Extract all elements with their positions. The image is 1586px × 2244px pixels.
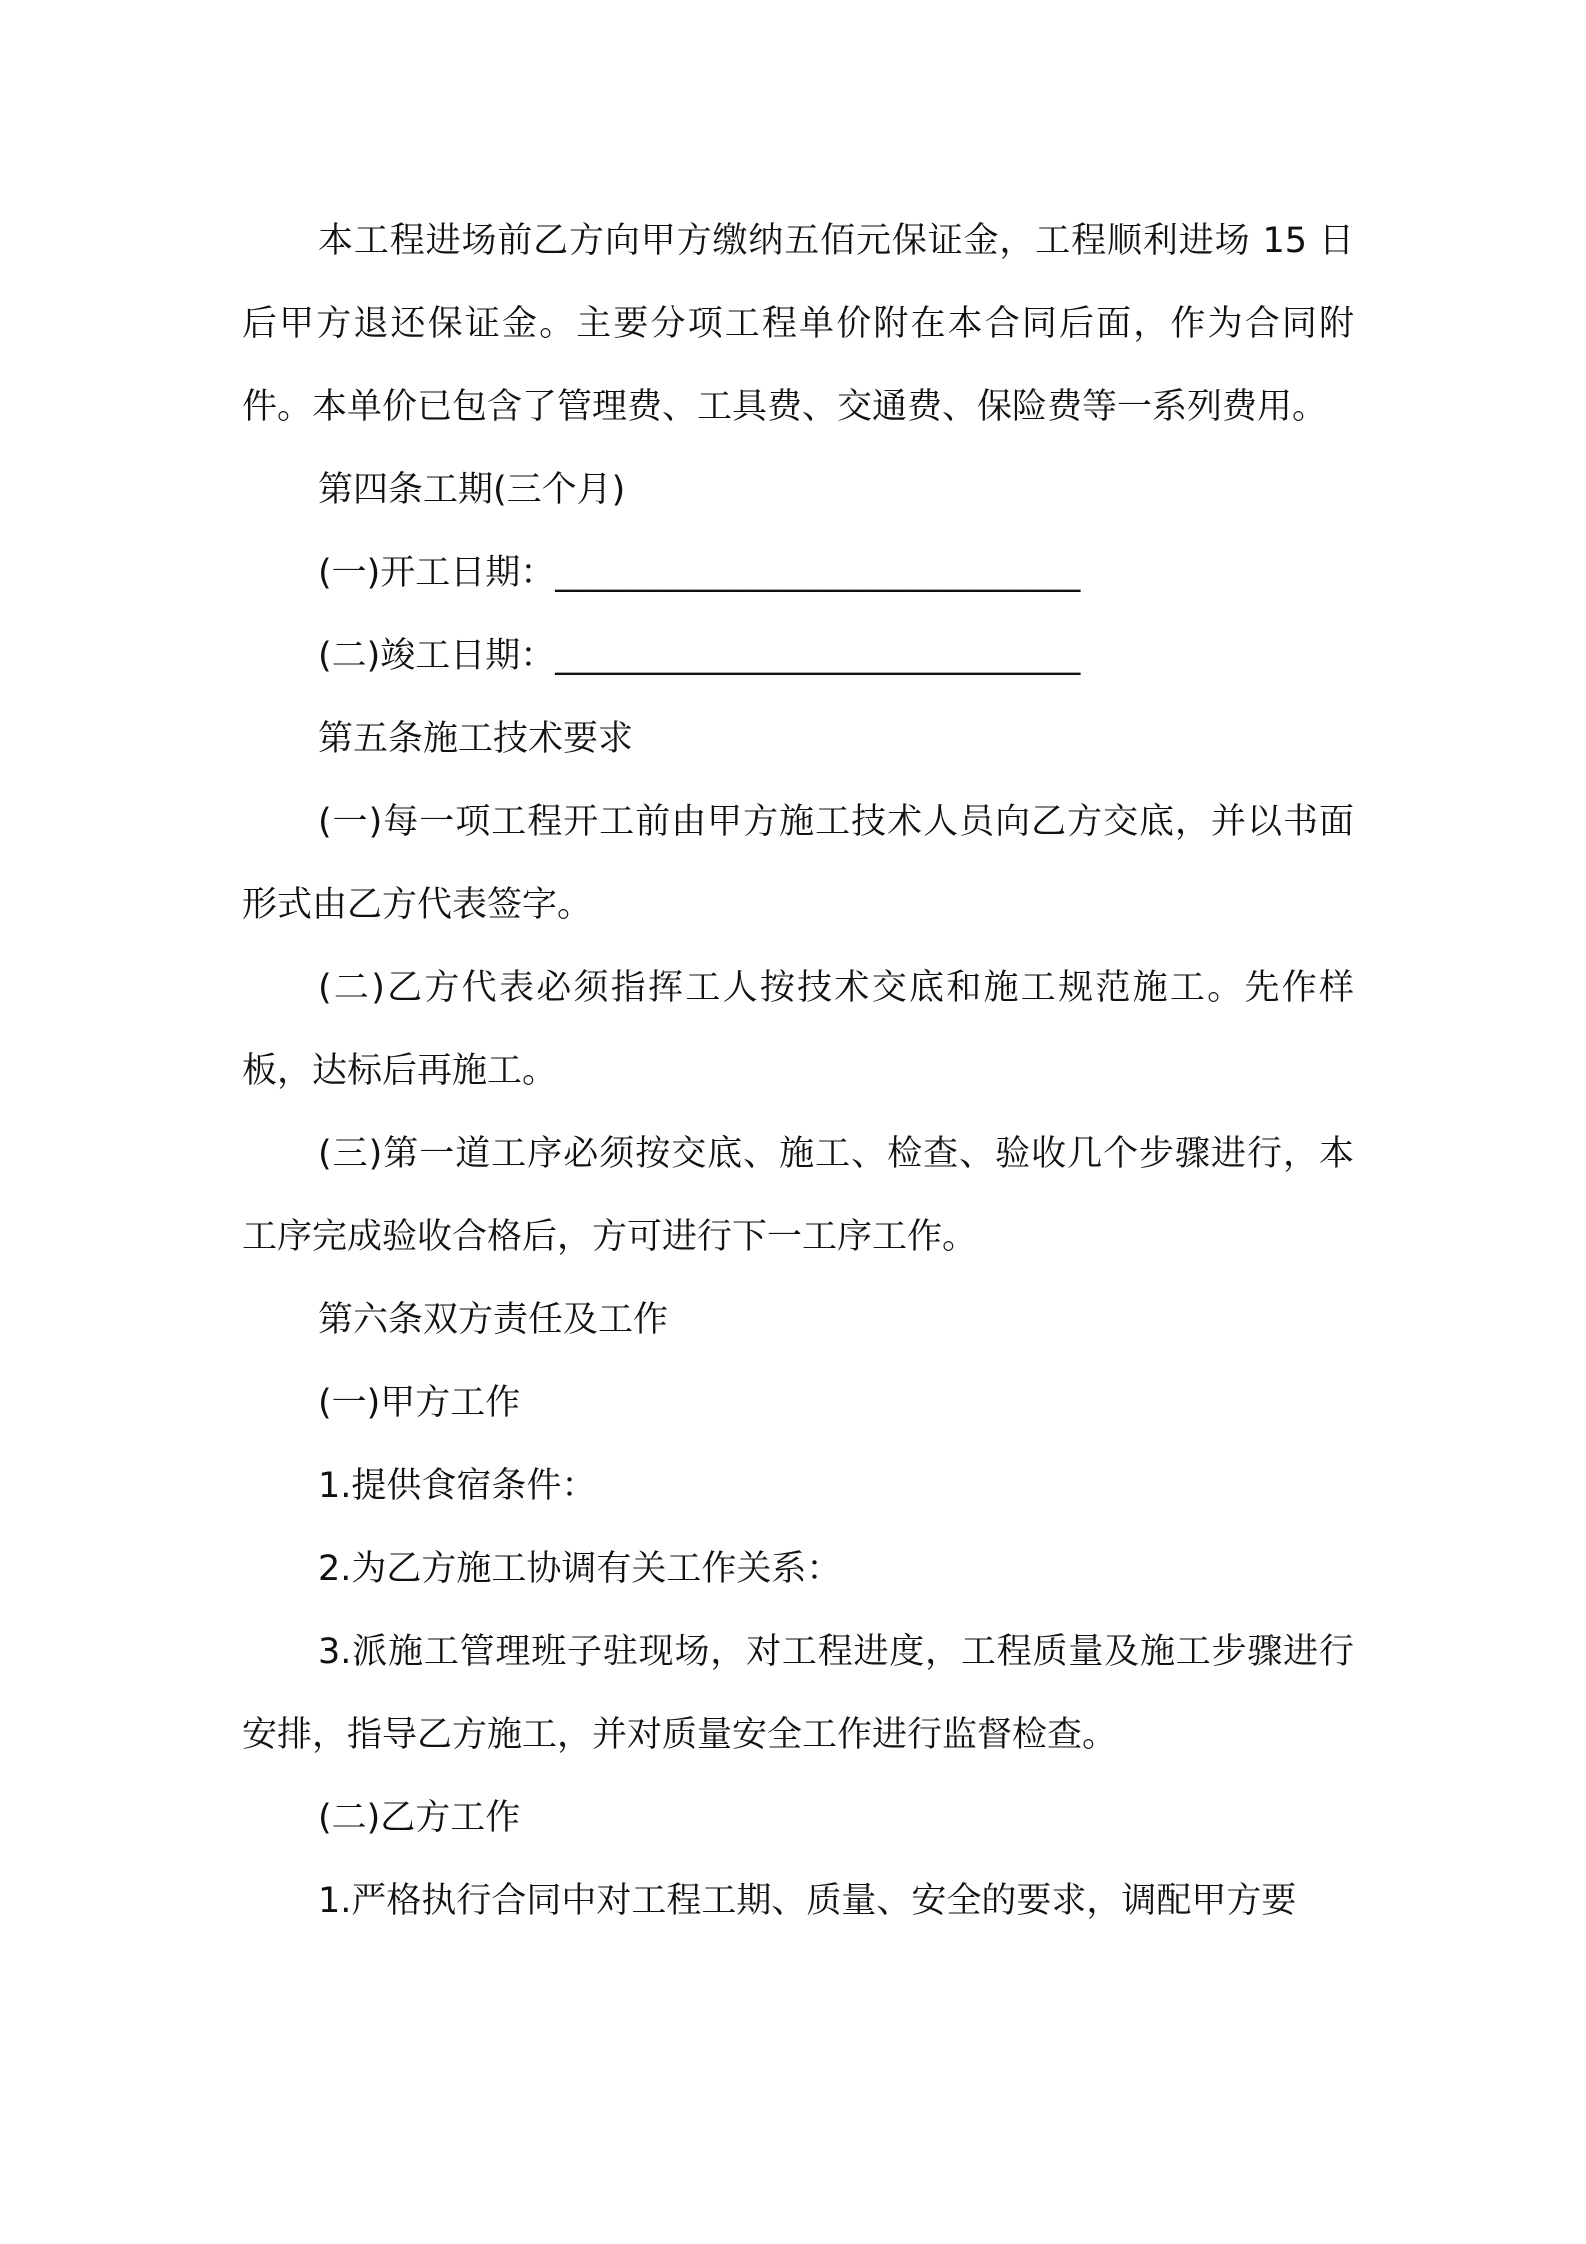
party-a-item-2: 2.为乙方施工协调有关工作关系： [318,1549,842,1589]
party-a-item-3: 3.派施工管理班子驻现场，对工程进度，工程质量及施工步骤进行安排，指导乙方施工，并对质量安全工作进行监督检查。 [242,1632,1354,1755]
paragraph-tech-1: (一)每一项工程开工前由甲方施工技术人员向乙方交底，并以书面形式由乙方代表签字。 [242,802,1354,925]
completion-date-line: (二)竣工日期：______________________________ [318,636,1081,676]
start-date-line: (一)开工日期：______________________________ [318,553,1081,593]
document-page [242,200,1354,1943]
paragraph-tech-2: (二)乙方代表必须指挥工人按技术交底和施工规范施工。先作样板，达标后再施工。 [242,968,1354,1091]
heading-article-6-responsibilities: 第六条双方责任及工作 [318,1300,669,1340]
party-b-item-1: 1.严格执行合同中对工程工期、质量、安全的要求，调配甲方要 [318,1881,1297,1921]
heading-article-5-technical: 第五条施工技术要求 [318,719,634,759]
party-a-item-1: 1.提供食宿条件： [318,1466,597,1506]
heading-article-4-duration: 第四条工期(三个月) [318,470,626,510]
subheading-party-a-work: (一)甲方工作 [318,1383,521,1423]
subheading-party-b-work: (二)乙方工作 [318,1798,521,1838]
paragraph-tech-3: (三)第一道工序必须按交底、施工、检查、验收几个步骤进行，本工序完成验收合格后，方可进行下一工序工作。 [242,1134,1354,1257]
paragraph-deposit: 本工程进场前乙方向甲方缴纳五佰元保证金，工程顺利进场 15 日后甲方退还保证金。主要分项工程单价附在本合同后面，作为合同附件。本单价已包含了管理费、工具费、交通费、保险费等一系列费用。 [242,221,1354,427]
